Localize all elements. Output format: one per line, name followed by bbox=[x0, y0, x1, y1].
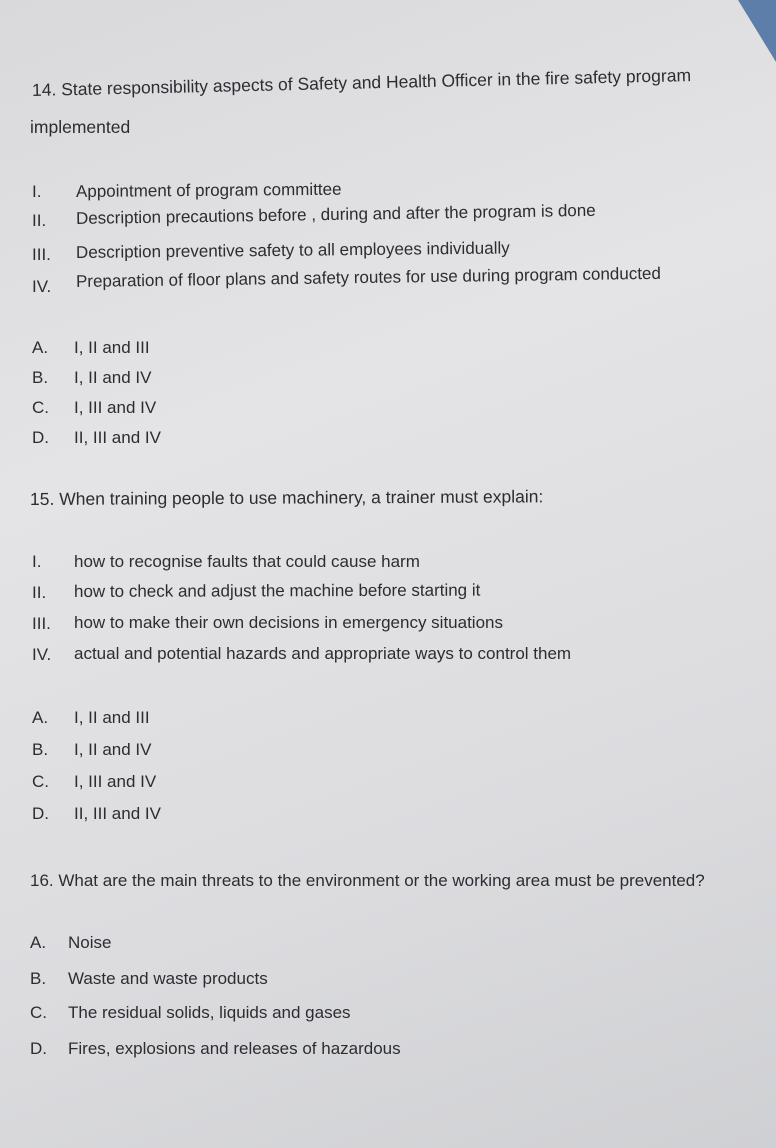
q14-option-c-letter[interactable]: C. bbox=[32, 398, 49, 417]
q15-title: 15. When training people to use machinery, a trainer must explain: bbox=[29, 486, 544, 509]
q16-option-b[interactable]: Waste and waste products bbox=[68, 969, 268, 988]
q14-option-a[interactable]: I, II and III bbox=[74, 338, 150, 357]
q14-option-d[interactable]: II, III and IV bbox=[74, 428, 161, 447]
q14-statement-1-num: I. bbox=[32, 182, 42, 201]
q15-statement-2-num: II. bbox=[32, 583, 47, 602]
q14-option-d-letter[interactable]: D. bbox=[32, 428, 49, 447]
q15-statement-1-num: I. bbox=[32, 552, 42, 571]
q16-option-c-letter[interactable]: C. bbox=[30, 1003, 47, 1022]
q14-option-b-letter[interactable]: B. bbox=[32, 368, 49, 387]
q14-statement-1: Appointment of program committee bbox=[75, 179, 342, 201]
q16-option-c[interactable]: The residual solids, liquids and gases bbox=[68, 1003, 351, 1022]
q15-option-d-letter[interactable]: D. bbox=[32, 804, 49, 823]
q16-option-b-letter[interactable]: B. bbox=[30, 969, 47, 988]
q15-statement-4: actual and potential hazards and appropriate ways to control them bbox=[74, 644, 572, 663]
q15-option-c-letter[interactable]: C. bbox=[32, 772, 49, 791]
q14-statement-4: Preparation of floor plans and safety routes for use during program conducted bbox=[75, 263, 662, 291]
q16-option-d-letter[interactable]: D. bbox=[30, 1039, 47, 1058]
q15-option-c[interactable]: I, III and IV bbox=[74, 772, 157, 791]
q14-statement-2: Description precautions before , during and after the program is done bbox=[75, 200, 596, 228]
q14-statement-4-num: IV. bbox=[32, 277, 52, 296]
q15-statement-1: how to recognise faults that could cause harm bbox=[74, 552, 420, 571]
q14-title-line1: 14. State responsibility aspects of Safety and Health Officer in the fire safety program bbox=[31, 65, 692, 100]
q14-option-c[interactable]: I, III and IV bbox=[74, 398, 157, 417]
q15-option-d[interactable]: II, III and IV bbox=[74, 804, 161, 823]
q16-option-a[interactable]: Noise bbox=[68, 933, 112, 952]
q15-statement-2: how to check and adjust the machine before starting it bbox=[73, 580, 481, 601]
q14-option-b[interactable]: I, II and IV bbox=[74, 368, 152, 387]
q14-title-line2: implemented bbox=[30, 117, 131, 137]
q14-statement-3: Description preventive safety to all employees individually bbox=[75, 238, 510, 262]
q15-option-a[interactable]: I, II and III bbox=[74, 708, 150, 727]
q16-option-a-letter[interactable]: A. bbox=[30, 933, 47, 952]
q15-option-a-letter[interactable]: A. bbox=[32, 708, 49, 727]
q15-option-b-letter[interactable]: B. bbox=[32, 740, 49, 759]
q14-option-a-letter[interactable]: A. bbox=[32, 338, 49, 357]
q16-option-d[interactable]: Fires, explosions and releases of hazardous bbox=[68, 1039, 401, 1058]
q14-statement-3-num: III. bbox=[32, 245, 51, 264]
q15-statement-3: how to make their own decisions in emergency situations bbox=[74, 613, 503, 632]
q15-option-b[interactable]: I, II and IV bbox=[74, 740, 152, 759]
q14-statement-2-num: II. bbox=[32, 211, 47, 230]
q15-statement-4-num: IV. bbox=[32, 645, 52, 664]
q15-statement-3-num: III. bbox=[32, 614, 51, 633]
q16-title: 16. What are the main threats to the environment or the working area must be prevented? bbox=[30, 871, 705, 890]
